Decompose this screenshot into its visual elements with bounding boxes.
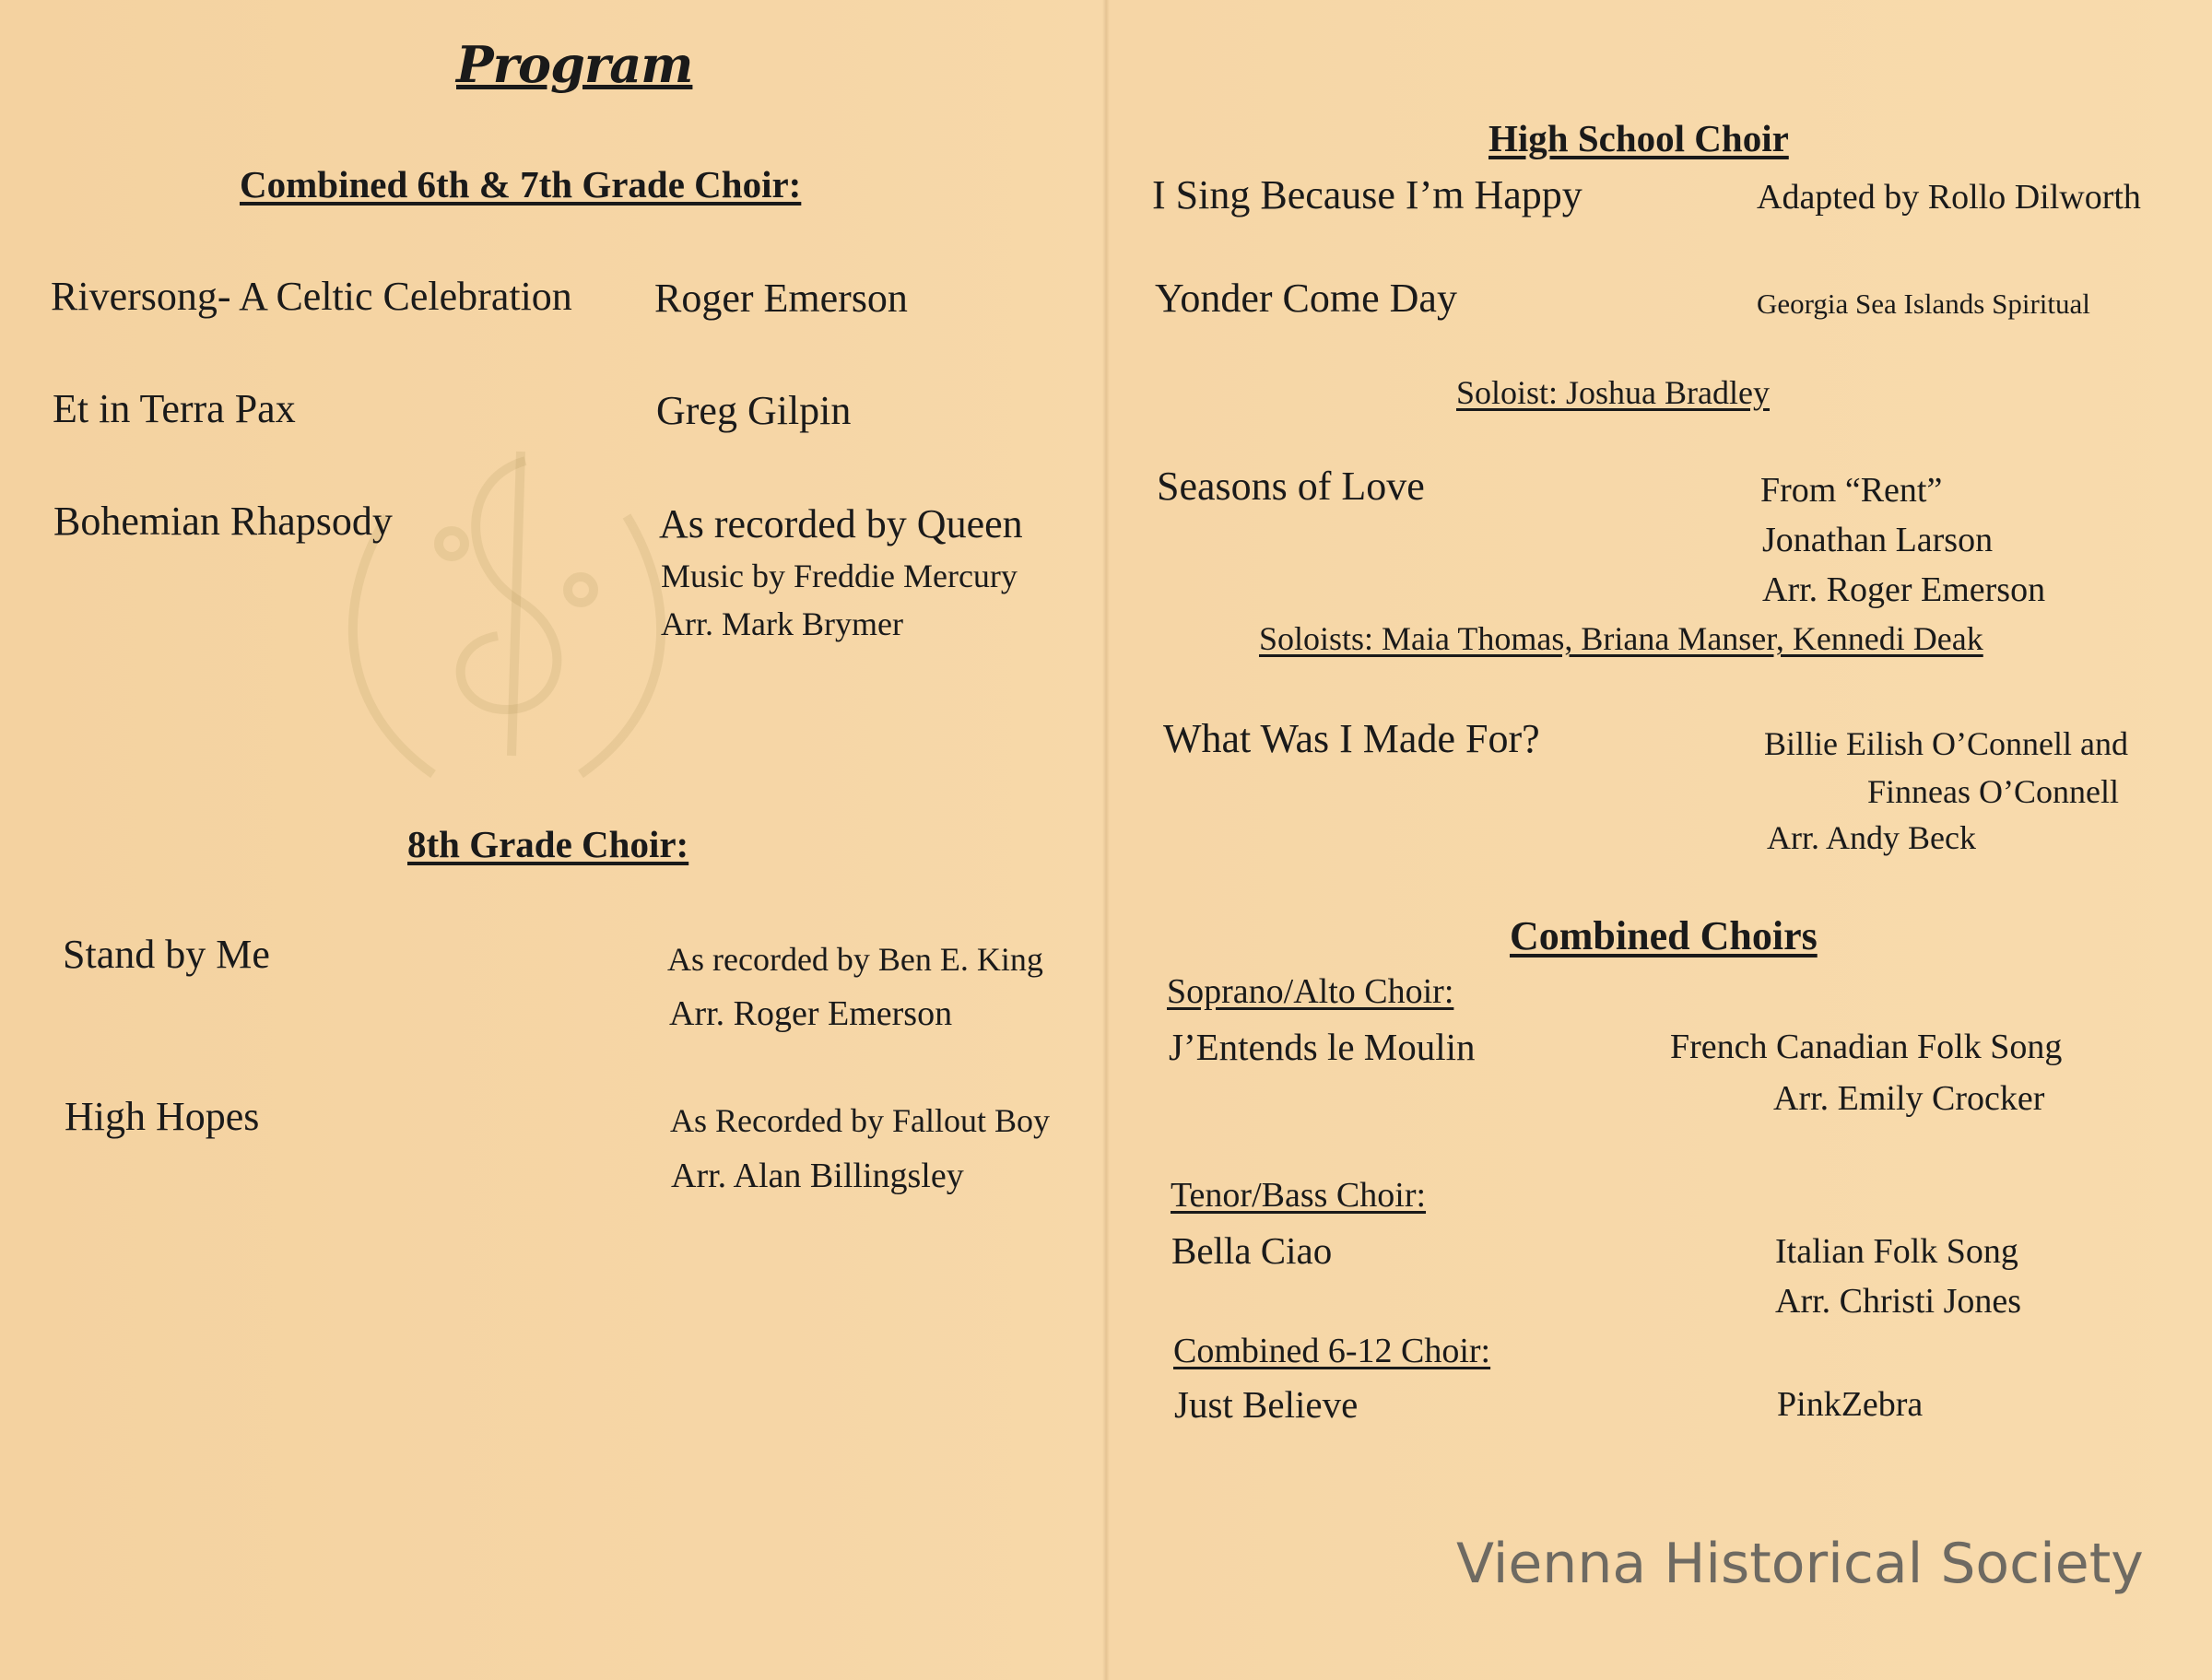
song-credit: Adapted by Rollo Dilworth	[1757, 178, 2141, 217]
song-credit: Arr. Emily Crocker	[1773, 1079, 2045, 1118]
song-credit: Arr. Mark Brymer	[661, 605, 903, 642]
song-credit: Roger Emerson	[654, 276, 908, 321]
song-credit: Music by Freddie Mercury	[661, 558, 1018, 594]
song-title: Bohemian Rhapsody	[53, 499, 393, 544]
heading-8th-grade-choir: 8th Grade Choir:	[407, 823, 689, 865]
watermark: Vienna Historical Society	[1456, 1532, 2144, 1596]
song-credit: Billie Eilish O’Connell and	[1764, 725, 2128, 762]
song-title: Bella Ciao	[1171, 1229, 1333, 1272]
song-credit: Arr. Roger Emerson	[669, 994, 953, 1033]
song-credit: Georgia Sea Islands Spiritual	[1757, 288, 2090, 320]
song-credit: From “Rent”	[1760, 471, 1943, 510]
song-title: Yonder Come Day	[1155, 276, 1457, 321]
heading-combined-choirs: Combined Choirs	[1510, 913, 1818, 958]
song-credit: Arr. Roger Emerson	[1762, 570, 2046, 609]
program-title: Program	[456, 35, 693, 94]
song-credit: PinkZebra	[1777, 1385, 1924, 1424]
soloist-note: Soloist: Joshua Bradley	[1456, 374, 1770, 411]
group-name: Combined 6-12 Choir:	[1173, 1332, 1491, 1370]
song-title: Stand by Me	[63, 932, 270, 977]
song-title: Riversong- A Celtic Celebration	[51, 274, 572, 319]
song-credit: Italian Folk Song	[1775, 1232, 2018, 1271]
song-title: I Sing Because I’m Happy	[1152, 172, 1583, 217]
song-title: Just Believe	[1174, 1383, 1359, 1426]
soloists-note: Soloists: Maia Thomas, Briana Manser, Kennedi Deak	[1259, 620, 1983, 657]
song-credit: Arr. Andy Beck	[1767, 819, 1976, 856]
song-title: Et in Terra Pax	[53, 386, 296, 431]
song-credit: Arr. Christi Jones	[1775, 1282, 2022, 1321]
song-credit: French Canadian Folk Song	[1670, 1028, 2063, 1066]
heading-high-school-choir: High School Choir	[1488, 117, 1789, 159]
song-credit: As Recorded by Fallout Boy	[670, 1102, 1050, 1139]
song-credit: As recorded by Queen	[659, 501, 1023, 546]
song-credit: Finneas O’Connell	[1867, 773, 2119, 810]
song-credit: Jonathan Larson	[1762, 521, 1994, 559]
heading-6th-7th-grade-choir: Combined 6th & 7th Grade Choir:	[240, 163, 802, 206]
right-page	[1106, 0, 2212, 1680]
group-name: Soprano/Alto Choir:	[1167, 972, 1454, 1011]
song-title: Seasons of Love	[1157, 464, 1425, 509]
song-title: What Was I Made For?	[1163, 716, 1540, 761]
treble-clef-wreath-icon	[304, 405, 710, 811]
song-title: J’Entends le Moulin	[1169, 1026, 1476, 1068]
group-name: Tenor/Bass Choir:	[1171, 1176, 1427, 1215]
page-fold	[1102, 0, 1110, 1680]
song-title: High Hopes	[65, 1094, 260, 1139]
song-credit: Greg Gilpin	[656, 388, 852, 433]
song-credit: As recorded by Ben E. King	[667, 941, 1043, 978]
song-credit: Arr. Alan Billingsley	[671, 1157, 964, 1195]
